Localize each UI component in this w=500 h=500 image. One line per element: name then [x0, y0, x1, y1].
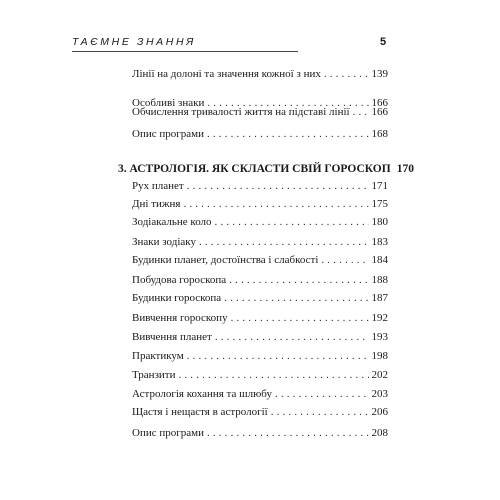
toc-chapter-page: 170 — [396, 163, 414, 175]
dot-leader — [353, 106, 369, 119]
toc-entry-page: 175 — [371, 198, 388, 210]
toc-entry — [132, 312, 388, 325]
dot-leader — [207, 427, 369, 440]
toc-entry-title: Зодіакальне коло — [132, 216, 212, 228]
toc-entry — [132, 292, 388, 305]
toc-entry — [132, 254, 388, 267]
toc-entry — [132, 216, 388, 229]
dot-leader — [231, 312, 369, 325]
toc-entry-title: Будинки планет, достоїнства і слабкості — [132, 254, 319, 266]
toc-entry-page: 168 — [371, 128, 388, 140]
running-head: ТАЄМНЕ ЗНАННЯ — [72, 36, 196, 48]
toc-entry-page: 203 — [371, 388, 388, 400]
toc-entry — [132, 198, 388, 211]
toc-entry-title: Опис програми — [132, 128, 204, 140]
toc-entry — [132, 236, 388, 249]
toc-entry-title: Практикум — [132, 350, 184, 362]
toc-entry-page: 166 — [371, 106, 388, 118]
toc-entry-page: 188 — [371, 274, 388, 286]
toc-entry — [132, 406, 388, 419]
toc-entry-title: Обчислення тривалості життя на підставі лінії — [132, 106, 350, 118]
toc-entry — [132, 388, 388, 401]
toc-entry-page: 187 — [371, 292, 388, 304]
toc-entry — [132, 68, 388, 81]
toc-entry — [132, 180, 388, 193]
toc-entry-title: Вивчення гороскопу — [132, 312, 228, 324]
toc-entry — [132, 369, 388, 382]
toc-entry-title: Щастя і нещастя в астрології — [132, 406, 268, 418]
toc-entry-page: 180 — [371, 216, 388, 228]
toc-entry-title: Транзити — [132, 369, 176, 381]
toc-entry — [132, 274, 388, 287]
toc-entry-title: Лінії на долоні та значення кожної з них — [132, 68, 321, 80]
dot-leader — [187, 180, 369, 193]
dot-leader — [215, 216, 369, 229]
toc-entry-title: Будинки гороскопа — [132, 292, 222, 304]
dot-leader — [199, 236, 369, 249]
toc-entry-title: Вивчення планет — [132, 331, 212, 343]
toc-chapter-title: 3. АСТРОЛОГІЯ. ЯК СКЛАСТИ СВІЙ ГОРОСКОП — [118, 163, 391, 175]
dot-leader — [215, 331, 369, 344]
dot-leader — [179, 369, 369, 382]
running-head-rule — [72, 51, 298, 52]
toc-entry-page: 193 — [371, 331, 388, 343]
dot-leader — [187, 350, 369, 363]
toc-entry-page: 166 — [371, 97, 388, 109]
toc-entry-title: Знаки зодіаку — [132, 236, 196, 248]
dot-leader — [229, 274, 368, 287]
page-number: 5 — [380, 36, 387, 48]
toc-entry-page: 184 — [371, 254, 388, 266]
toc-entry — [132, 128, 388, 141]
toc-entry-title: Рух планет — [132, 180, 184, 192]
toc-entry-title: Побудова гороскопа — [132, 274, 227, 286]
toc-entry-title: Астрологія кохання та шлюбу — [132, 388, 272, 400]
toc-entry-page: 139 — [371, 68, 388, 80]
toc-entry-page: 183 — [371, 236, 388, 248]
toc-entry-page: 198 — [371, 350, 388, 362]
toc-entry — [132, 427, 388, 440]
dot-leader — [321, 254, 368, 267]
toc-entry-page: 192 — [371, 312, 388, 324]
toc-entry — [132, 106, 388, 119]
toc-entry-page: 171 — [371, 180, 388, 192]
dot-leader — [207, 128, 369, 141]
toc-entry-title: Дні тижня — [132, 198, 181, 210]
dot-leader — [183, 198, 368, 211]
toc-entry-page: 208 — [371, 427, 388, 439]
dot-leader — [324, 68, 369, 81]
toc-chapter-entry — [118, 163, 414, 176]
toc-entry-title: Опис програми — [132, 427, 204, 439]
toc-entry — [132, 331, 388, 344]
dot-leader — [224, 292, 368, 305]
toc-entry-page: 202 — [371, 369, 388, 381]
toc-entry — [132, 350, 388, 363]
toc-entry-title: Особливі знаки — [132, 97, 205, 109]
toc-entry-page: 206 — [371, 406, 388, 418]
dot-leader — [275, 388, 369, 401]
dot-leader — [271, 406, 369, 419]
